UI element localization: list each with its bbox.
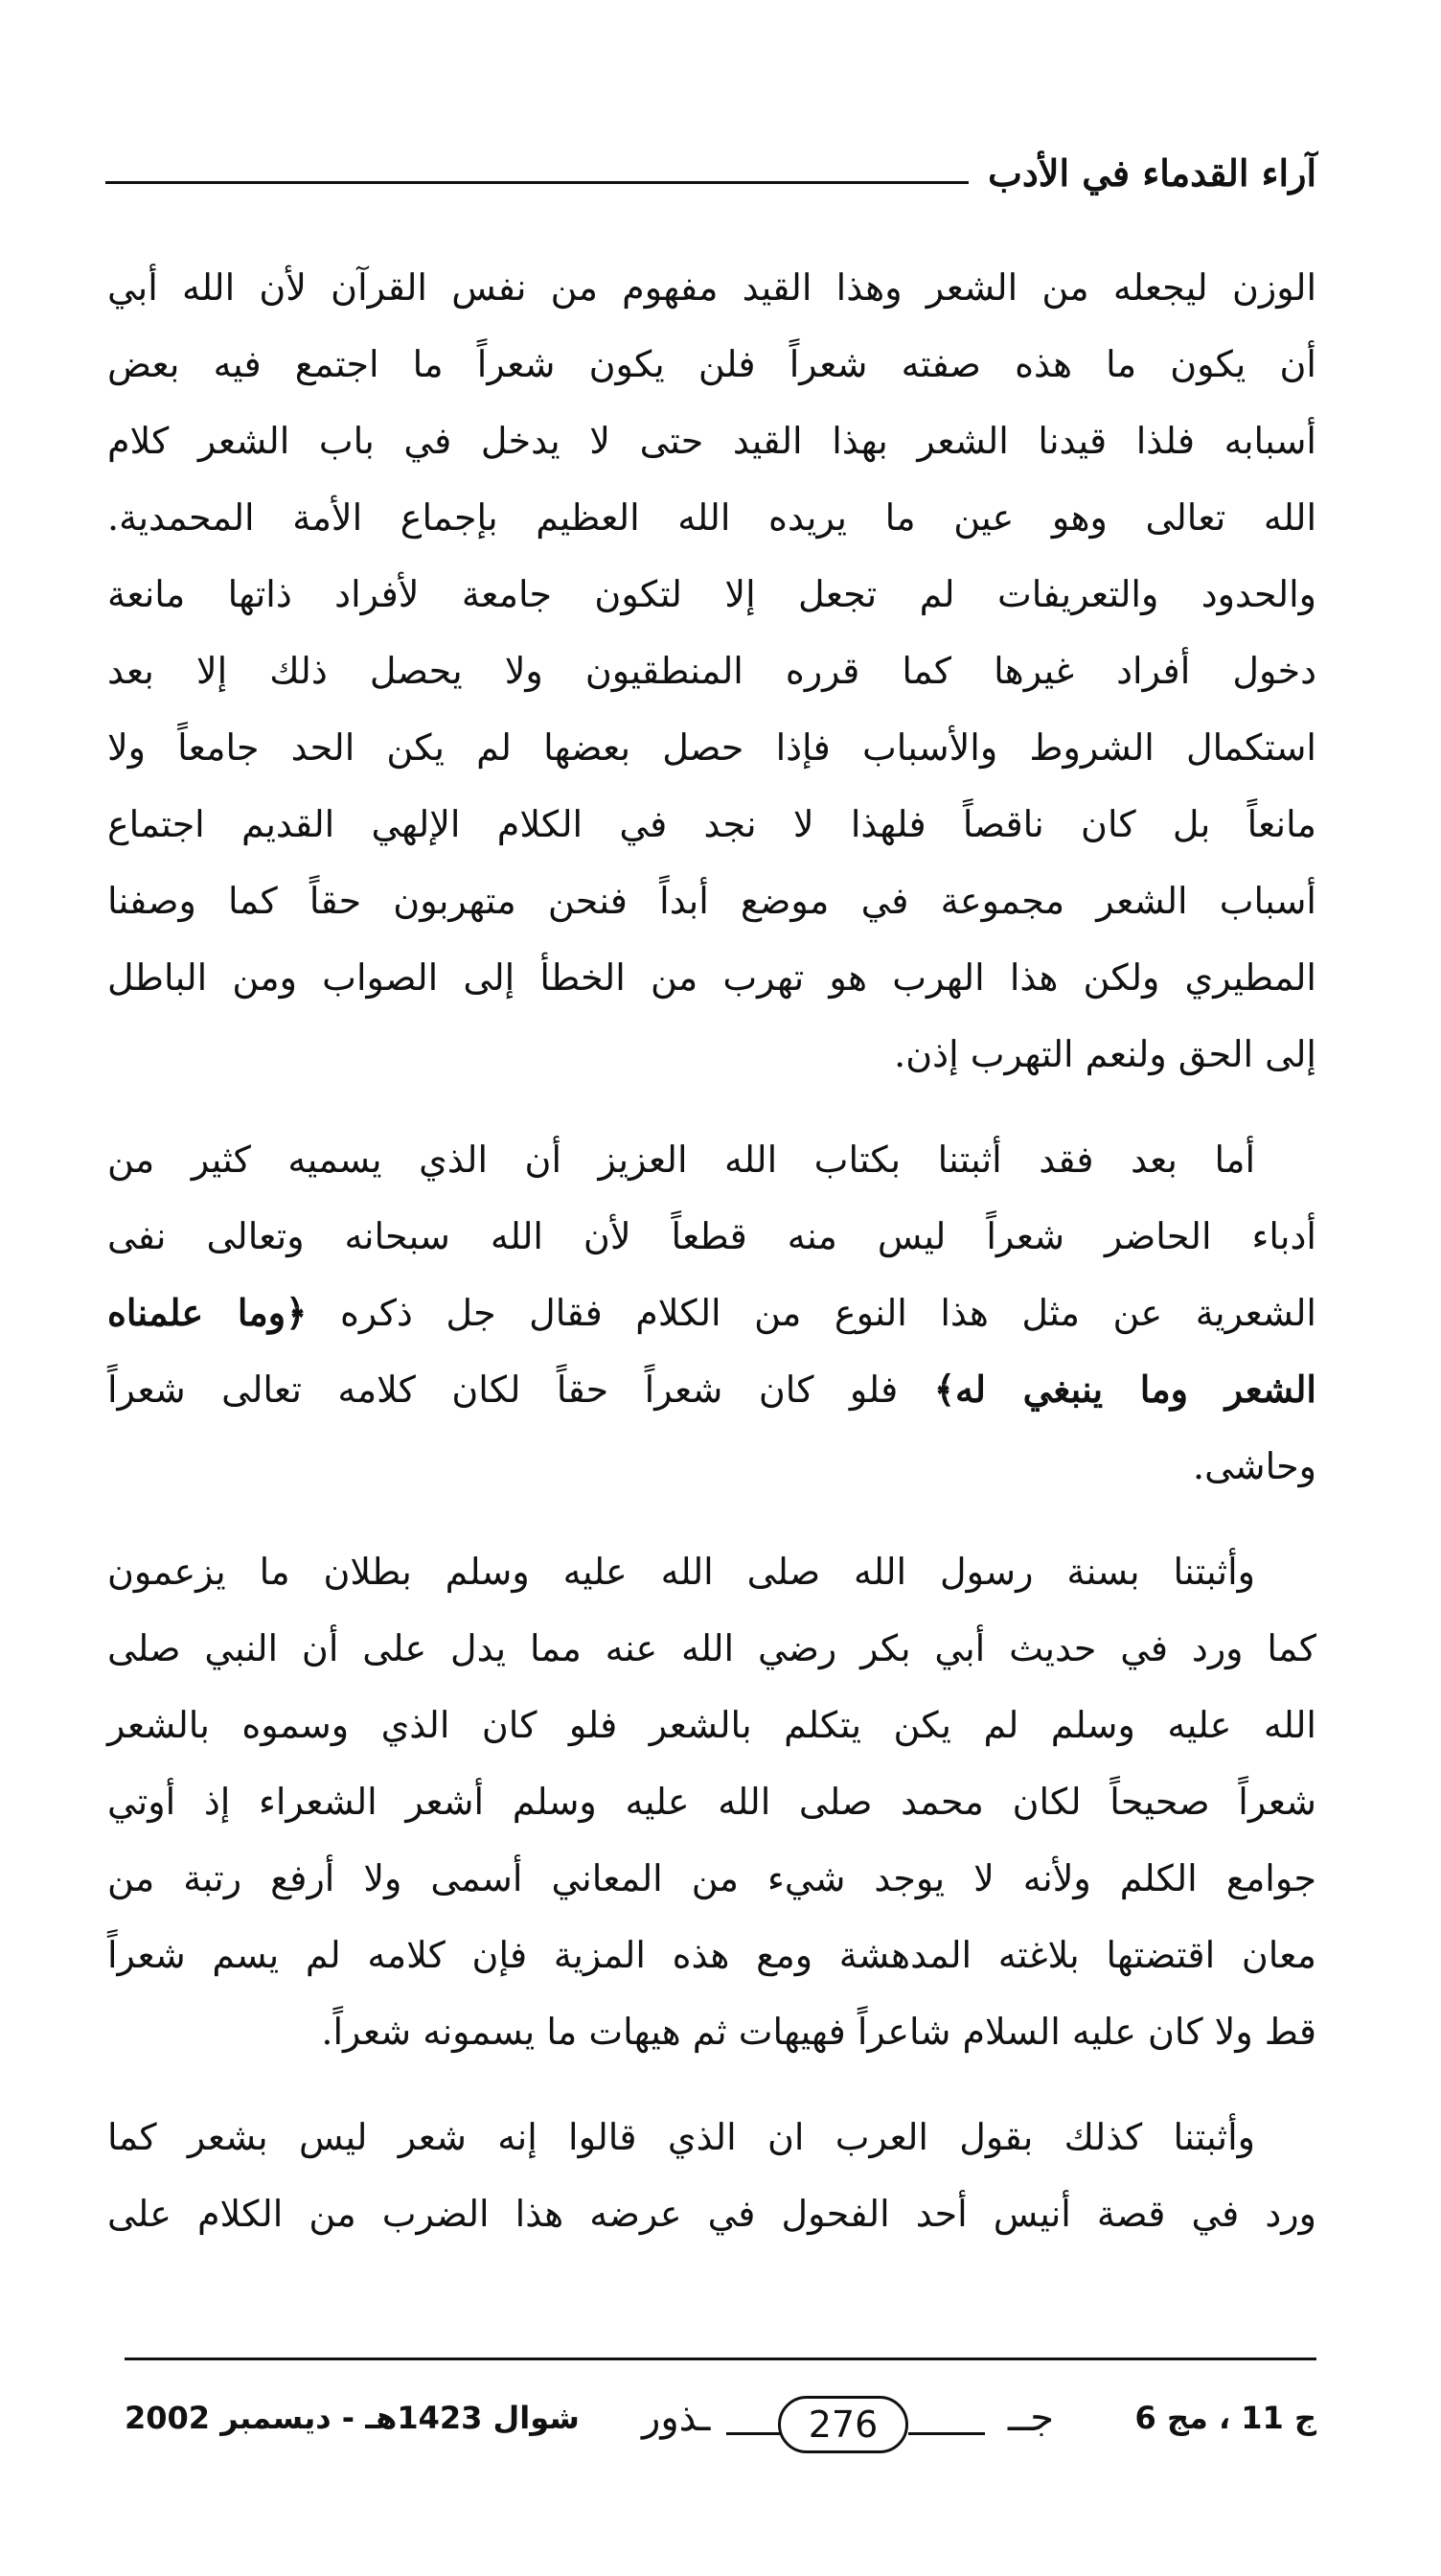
page-footer	[125, 2386, 1316, 2463]
text-line: مانعاً بل كان ناقصاً فلهذا لا نجد في الكلام الإلهي القديم اجتماع	[107, 803, 1316, 845]
paragraph-3	[107, 1533, 1316, 2070]
text-line: ورد في قصة أنيس أحد الفحول في عرضه هذا الضرب من الكلام على	[107, 2193, 1316, 2235]
paragraph-2	[107, 1121, 1316, 1505]
running-title: آراء القدماء في الأدب	[988, 151, 1316, 195]
footer-rule	[125, 2358, 1316, 2360]
header-rule	[105, 181, 969, 184]
running-header	[105, 134, 1316, 195]
text-line: أسباب الشعر مجموعة في موضع أبداً فنحن متهربون حقاً كما وصفنا	[107, 880, 1316, 922]
text-line: استكمال الشروط والأسباب فإذا حصل بعضها لم يكن الحد جامعاً ولا	[107, 726, 1316, 769]
text-line: دخول أفراد غيرها كما قرره المنطقيون ولا يحصل ذلك إلا بعد	[107, 650, 1316, 692]
logo-line	[726, 2432, 780, 2435]
logo-text-end: ـذور	[642, 2396, 711, 2440]
text-line	[107, 1351, 1316, 1428]
text-line: أما بعد فقد أثبتنا بكتاب الله العزيز أن الذي يسميه كثير من	[107, 1138, 1255, 1181]
text-line: الله عليه وسلم لم يكن يتكلم بالشعر فلو كان الذي وسموه بالشعر	[107, 1704, 1316, 1746]
text-line: الله تعالى وهو عين ما يريده الله العظيم بإجماع الأمة المحمدية.	[107, 496, 1316, 539]
quran-quote: ﴿وما علمناه	[107, 1291, 308, 1334]
publication-date: شوال 1423هـ - ديسمبر 2002	[125, 2400, 580, 2436]
text-line: قط ولا كان عليه السلام شاعراً فهيهات ثم هيهات ما يسمونه شعراً.	[321, 2011, 1316, 2053]
issue-number: ج 11 ، مج 6	[1134, 2400, 1316, 2436]
text-line: أدباء الحاضر شعراً ليس منه قطعاً لأن الله سبحانه وتعالى نفى	[107, 1215, 1316, 1257]
text-line: الوزن ليجعله من الشعر وهذا القيد مفهوم من نفس القرآن لأن الله أبي	[107, 266, 1316, 309]
text-line: إلى الحق ولنعم التهرب إذن.	[894, 1033, 1316, 1075]
logo-line	[908, 2432, 985, 2435]
text-fragment: فلو كان شعراً حقاً لكان كلامه تعالى شعراً	[107, 1368, 899, 1411]
text-fragment: الشعرية عن مثل هذا النوع من الكلام فقال جل ذكره	[339, 1292, 1316, 1334]
text-line: وحاشى.	[1192, 1445, 1316, 1487]
text-line: جوامع الكلم ولأنه لا يوجد شيء من المعاني أسمى ولا أرفع رتبة من	[107, 1857, 1316, 1899]
text-line: شعراً صحيحاً لكان محمد صلى الله عليه وسلم أشعر الشعراء إذ أوتي	[107, 1781, 1316, 1823]
quran-quote: الشعر وما ينبغي له﴾	[933, 1368, 1316, 1411]
text-line: كما ورد في حديث أبي بكر رضي الله عنه مما يدل على أن النبي صلى	[107, 1627, 1316, 1669]
text-line	[107, 1275, 1316, 1351]
text-line: معان اقتضتها بلاغته المدهشة ومع هذه المزية فإن كلامه لم يسم شعراً	[107, 1934, 1316, 1976]
text-line: المطيري ولكن هذا الهرب هو تهرب من الخطأ إلى الصواب ومن الباطل	[107, 956, 1316, 999]
paragraph-1	[107, 249, 1316, 1092]
magazine-logo	[642, 2386, 1054, 2463]
paragraph-4	[107, 2099, 1316, 2252]
text-line: وأثبتنا كذلك بقول العرب ان الذي قالوا إنه شعر ليس بشعر كما	[107, 2116, 1255, 2158]
text-line: والحدود والتعريفات لم تجعل إلا لتكون جامعة لأفراد ذاتها مانعة	[107, 573, 1316, 615]
page-number: 276	[778, 2396, 908, 2453]
text-line: أسبابه فلذا قيدنا الشعر بهذا القيد حتى لا يدخل في باب الشعر كلام	[107, 420, 1316, 462]
text-line: أن يكون ما هذه صفته شعراً فلن يكون شعراً ما اجتمع فيه بعض	[107, 343, 1316, 385]
logo-text-start: جــ	[1007, 2396, 1054, 2440]
body-text	[107, 249, 1316, 2252]
text-line: وأثبتنا بسنة رسول الله صلى الله عليه وسلم بطلان ما يزعمون	[107, 1551, 1255, 1593]
